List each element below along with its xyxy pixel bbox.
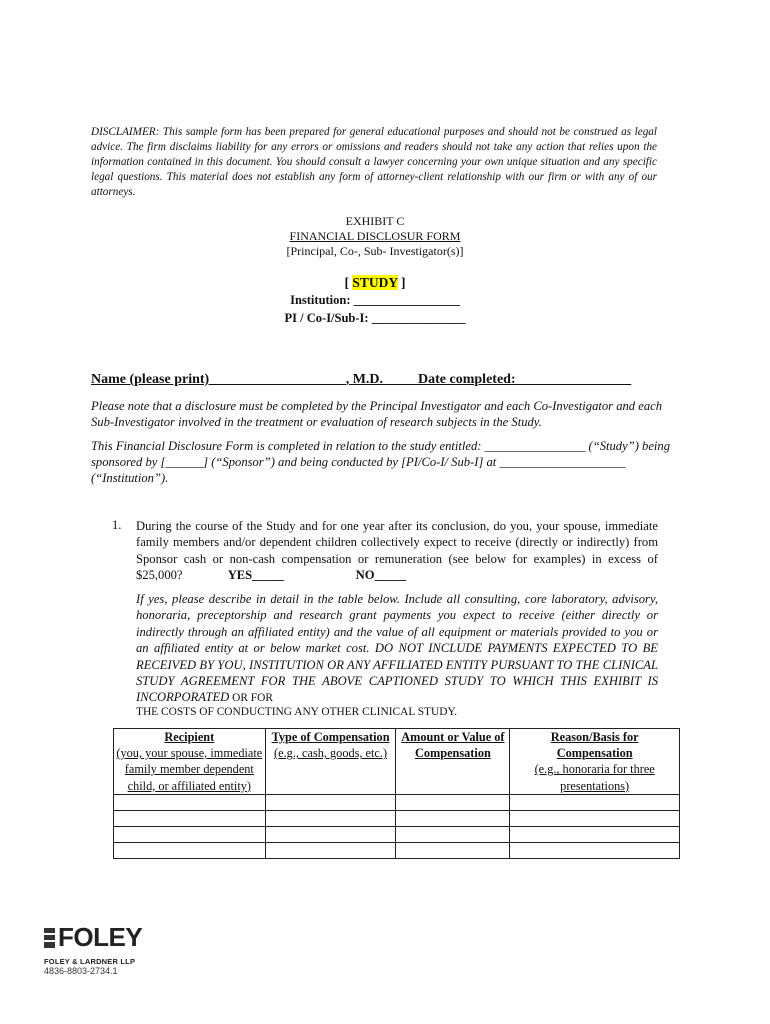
table-row[interactable]	[114, 826, 680, 842]
exhibit-heading: EXHIBIT C	[345, 214, 405, 228]
col-type	[265, 729, 396, 795]
pi-field[interactable]: PI / Co-I/Sub-I: _______________	[284, 311, 466, 325]
compensation-table	[113, 728, 680, 859]
md-suffix: , M.D.	[345, 372, 384, 387]
instructions-italic: If yes, please describe in detail in the table below. Include all consulting, core laboratory, advisory, honoraria, preceptorship and research grant payments you expect to receive (either directly or indirectly through an affiliated entity) and the value of all equipment or materials provided to you or an affiliated entity at or below market cost. DO NOT INCLUDE PAYMENTS EXPECTED TO BE RECEIVED BY YOU, INSTITUTION OR ANY AFFILIATED ENTITY PURSUANT TO THE CLINICAL STUDY AGREEMENT FOR THE ABOVE CAPTIONED STUDY TO WHICH THIS EXHIBIT IS INCORPORATED	[136, 592, 658, 705]
name-date-gap	[383, 372, 418, 387]
no-option[interactable]: NO_____	[355, 568, 407, 583]
firm-name: FOLEY & LARDNER LLP	[44, 957, 136, 966]
form-title: FINANCIAL DISCLOSUR FORM	[289, 229, 461, 243]
study-bracket-close: ]	[397, 275, 406, 290]
study-placeholder	[150, 276, 600, 290]
foley-logo-mark-icon	[44, 928, 55, 948]
disclaimer: DISCLAIMER: This sample form has been prepared for general educational purposes and should not be construed as legal advice. The firm disclaims liability for any errors or omissions and readers should not take any action that relies upon the information contained in this document. You should consult a lawyer concerning your own unique situation and any specific legal questions. This material does not establish any form of attorney-client relationship with our firm or with any of our attorneys.	[91, 126, 657, 198]
study-paragraph: This Financial Disclosure Form is completed in relation to the study entitled: ________________ (“Study”) being sponsored by [______] (“Sponsor”) and being conducted by [PI/Co-I/ Sub-I] at ____________________ (“Institution”).	[91, 439, 671, 486]
col-recipient-detail: (you, your spouse, immediate family member dependent child, or affiliated entity)	[116, 746, 263, 793]
table-row[interactable]	[114, 794, 680, 810]
name-field[interactable]: Name (please print) ___________________	[91, 372, 346, 387]
question-instructions	[136, 591, 658, 707]
question-text	[136, 518, 658, 584]
col-recipient	[114, 729, 266, 795]
table-row[interactable]	[114, 810, 680, 826]
col-type-title: Type of Compensation	[271, 730, 390, 744]
study-bracket-open: [	[344, 275, 353, 290]
col-recipient-title: Recipient	[164, 730, 215, 744]
question-body: During the course of the Study and for one year after its conclusion, do you, your spouse, immediate family members and/or dependent children collectively expect to receive (directly or indirectly) from Sponsor cash or non-cash compensation or remuneration (see below for examples) in excess of $25,000?	[136, 519, 658, 583]
study-highlight: STUDY	[352, 275, 398, 290]
question-number: 1.	[112, 518, 122, 532]
form-subtitle: [Principal, Co-, Sub- Investigator(s)]	[286, 244, 464, 258]
col-amount	[396, 729, 510, 795]
instructions-tail-inline: OR FOR	[229, 692, 273, 705]
date-completed-field[interactable]: Date completed: ________________	[418, 372, 632, 387]
foley-logo: FOLEY	[58, 922, 143, 952]
col-type-detail: (e.g., cash, goods, etc.)	[274, 746, 388, 761]
disclosure-note: Please note that a disclosure must be completed by the Principal Investigator and each Co-Investigator and each Sub-Investigator involved in the treatment or evaluation of research subjects in the Study.	[91, 399, 663, 430]
instructions-tail: THE COSTS OF CONDUCTING ANY OTHER CLINICAL STUDY.	[136, 706, 458, 718]
table-header-row	[114, 729, 680, 795]
col-reason	[510, 729, 680, 795]
col-reason-title: Reason/Basis for Compensation	[550, 730, 639, 761]
name-date-line	[91, 372, 691, 388]
document-number: 4836-8803-2734.1	[44, 966, 118, 976]
yes-option[interactable]: YES_____	[227, 568, 284, 583]
col-amount-title: Amount or Value of Compensation	[401, 730, 505, 761]
col-reason-detail: (e.g., honoraria for three presentations)	[534, 762, 655, 793]
table-row[interactable]	[114, 842, 680, 858]
institution-field[interactable]: Institution: _________________	[290, 293, 460, 307]
